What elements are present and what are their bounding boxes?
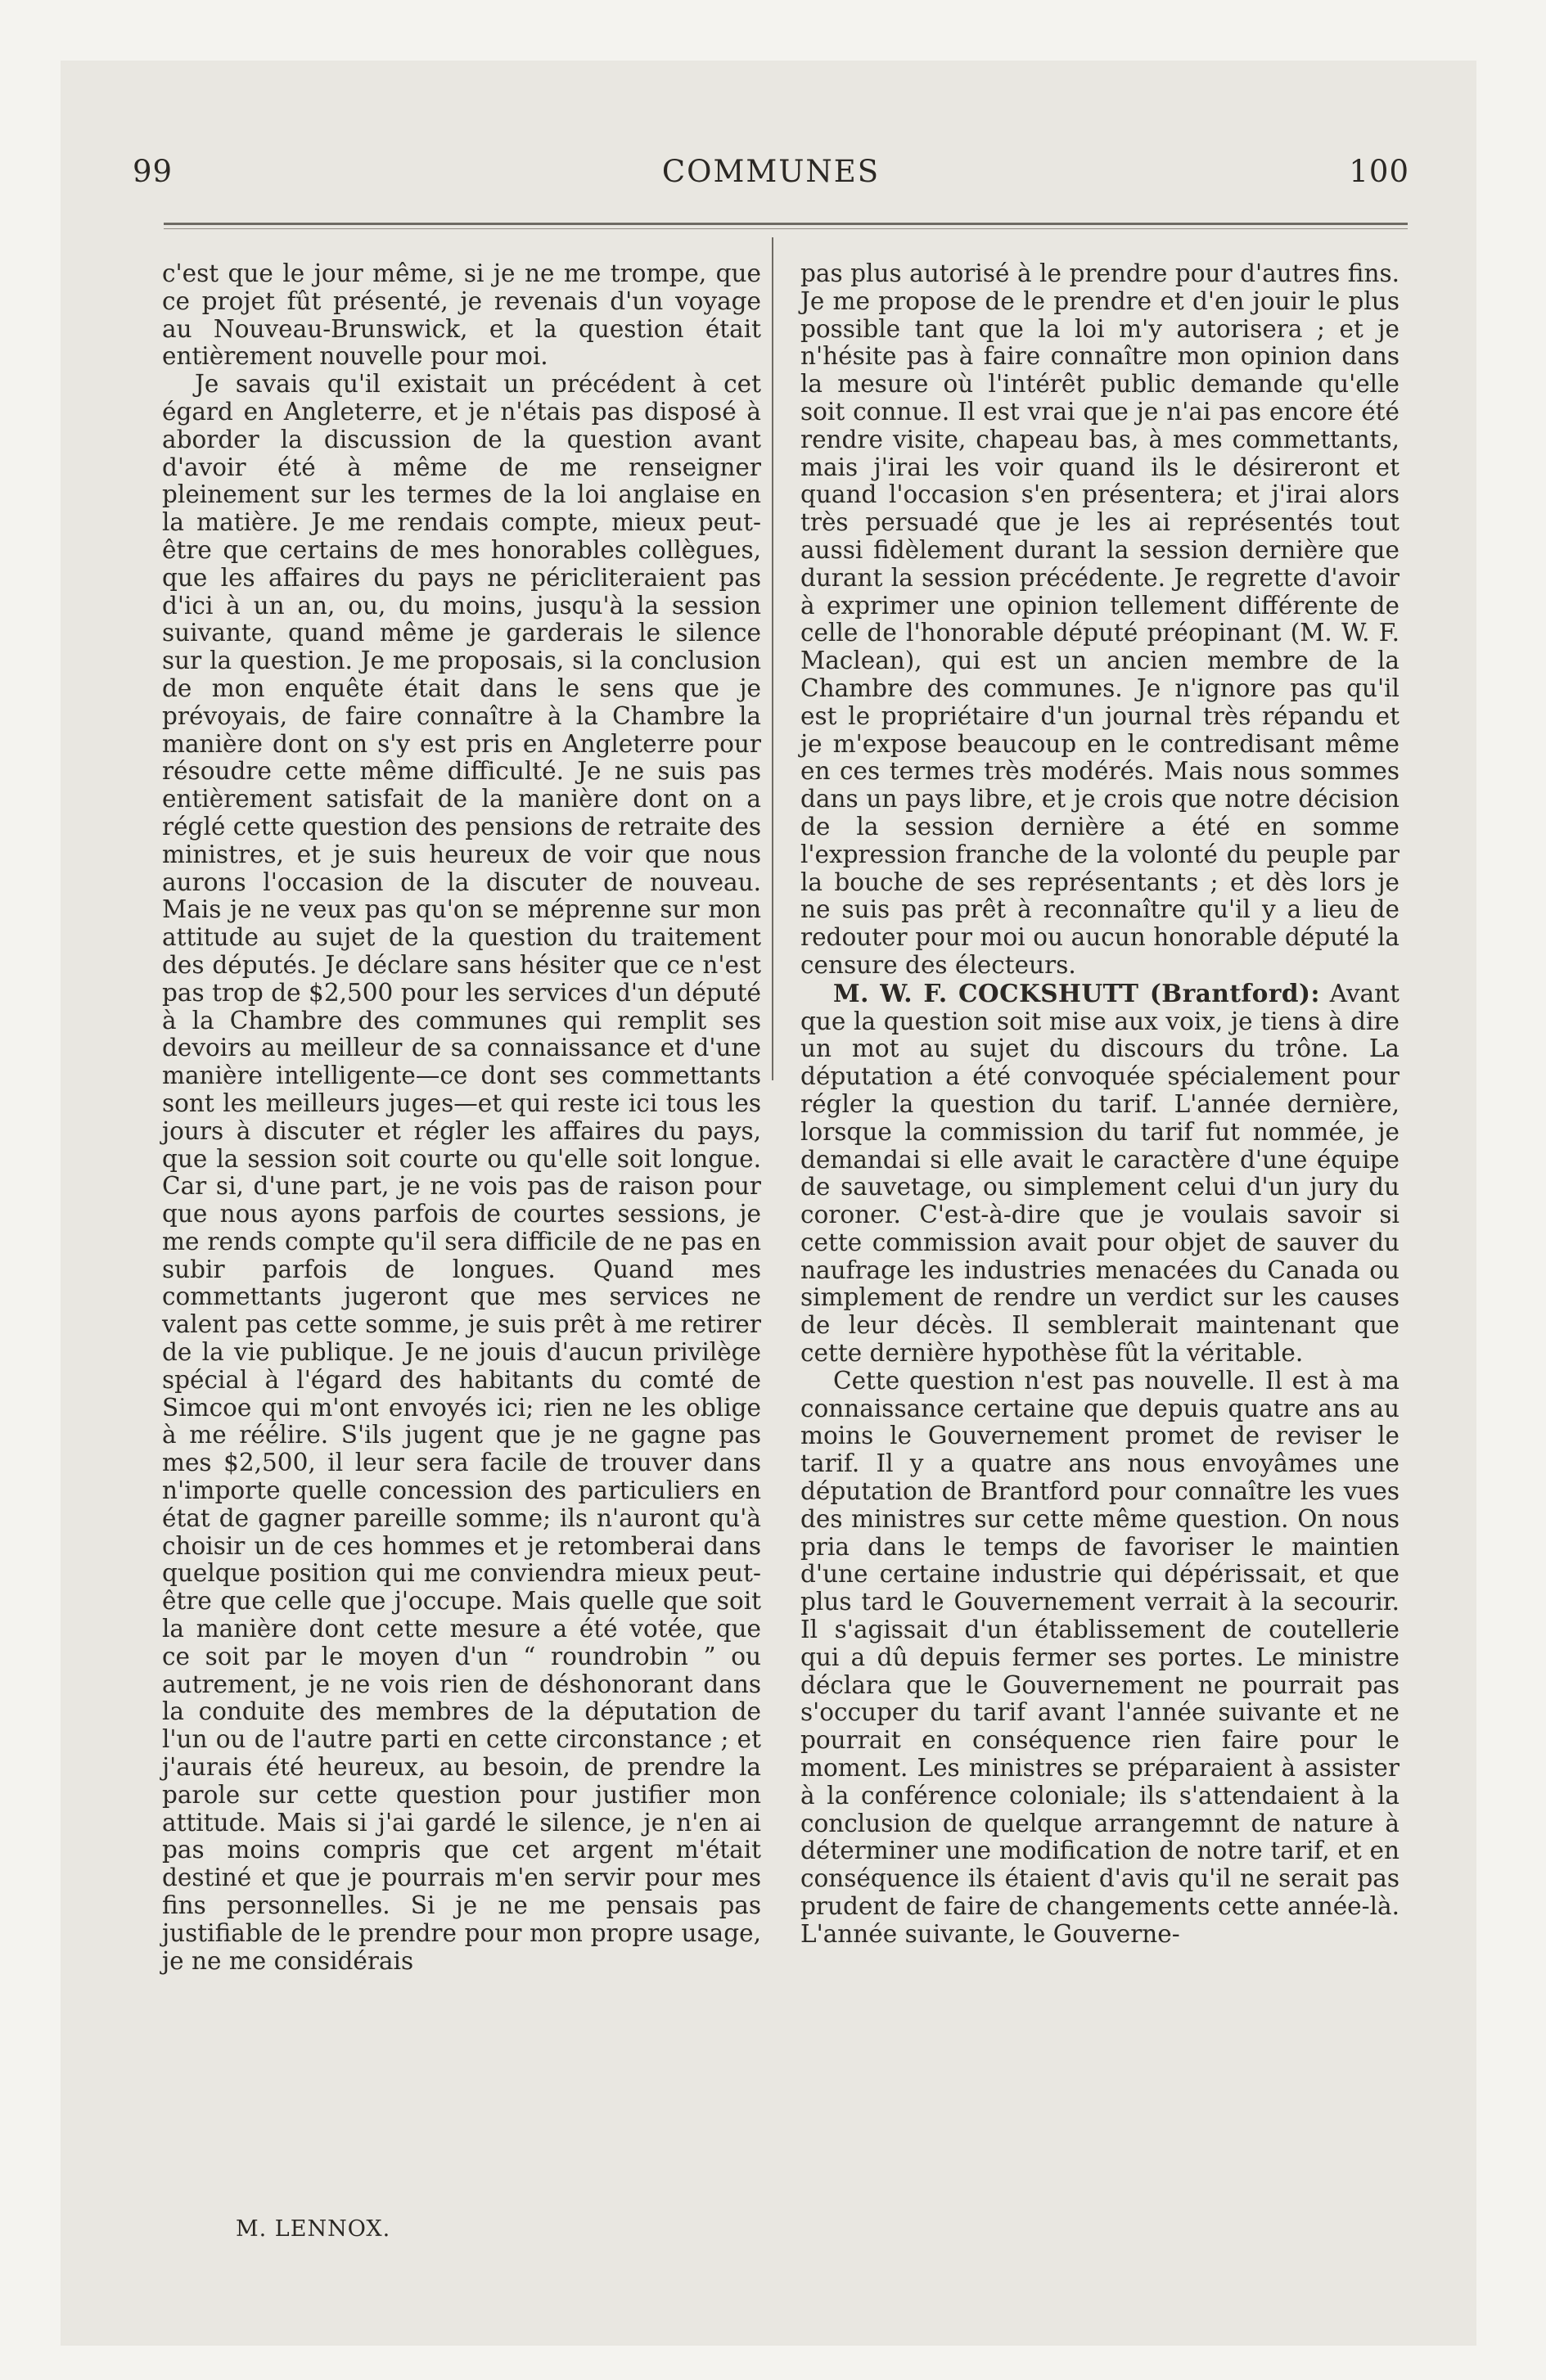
speaker-signoff: M. LENNOX.: [236, 2216, 391, 2242]
page-number-left: 99: [133, 154, 174, 189]
paragraph: c'est que le jour même, si je ne me trompe, que ce projet fût présenté, je revenais d'un voyage au Nouveau-Brunswick, et la question était entièrement nouvelle pour moi.: [162, 259, 761, 371]
speech-paragraph: [800, 980, 1400, 1368]
page-header: [133, 154, 1409, 203]
right-column: [800, 260, 1400, 1949]
page-number-right: 100: [1349, 154, 1409, 189]
column-divider: [772, 237, 773, 1080]
header-rule-thin: [164, 228, 1408, 229]
speaker-name: M. W. F. COCKSHUTT (Brantford):: [833, 978, 1320, 1007]
paragraph: Je savais qu'il existait un précédent à cet égard en Angleterre, et je n'étais pas disposé à aborder la discussion de la question avant d'avoir été à même de me renseigner pleinement sur les termes de la loi anglaise en la matière. Je me rendais compte, mieux peut-être que certains de mes honorables collègues, que les affaires du pays ne péricliteraient pas d'ici à un an, ou, du moins, jusqu'à la session suivante, quand même je garderais le silence sur la question. Je me proposais, si la conclusion de mon enquête était dans le sens que je prévoyais, de faire connaître à la Chambre la manière dont on s'y est pris en Angleterre pour résoudre cette même difficulté. Je ne suis pas entièrement satisfait de la manière dont on a réglé cette question des pensions de retraite des ministres, et je suis heureux de voir que nous aurons l'occasion de la discuter de nouveau. Mais je ne veux pas qu'on se méprenne sur mon attitude au sujet de la question du traitement des députés. Je déclare sans hésiter que ce n'est pas trop de $2,500 pour les services d'un député à la Chambre des communes qui remplit ses devoirs au meilleur de sa connaissance et d'une manière intelligente—ce dont ses commettants sont les meilleurs juges—et qui reste ici tous les jours à discuter et régler les affaires du pays, que la session soit courte ou qu'elle soit longue. Car si, d'une part, je ne vois pas de raison pour que nous ayons parfois de courtes sessions, je me rends compte qu'il sera difficile de ne pas en subir parfois de longues. Quand mes commettants jugeront que mes services ne valent pas cette somme, je suis prêt à me retirer de la vie publique. Je ne jouis d'aucun privilège spécial à l'égard des habitants du comté de Simcoe qui m'ont envoyés ici; rien ne les oblige à me réélire. S'ils jugent que je ne gagne pas mes $2,500, il leur sera facile de trouver dans n'importe quelle concession des particuliers en état de gagner pareille somme; ils n'auront qu'à choisir un de ces hommes et je retomberai dans quelque position qui me conviendra mieux peut-être que celle que j'occupe. Mais quelle que soit la manière dont cette mesure a été votée, que ce soit par le moyen d'un “ roundrobin ” ou autrement, je ne vois rien de déshonorant dans la conduite des membres de la députation de l'un ou de l'autre parti en cette circonstance ; et j'aurais été heureux, au besoin, de prendre la parole sur cette question pour justifier mon attitude. Mais si j'ai gardé le silence, je n'en ai pas moins compris que cet argent m'était destiné et que je pourrais m'en servir pour mes fins personnelles. Si je ne me pensais pas justifiable de le prendre pour mon propre usage, je ne me considérais: [162, 370, 761, 1975]
paragraph: pas plus autorisé à le prendre pour d'autres fins. Je me propose de le prendre et d'en jouir le plus possible tant que la loi m'y autorisera ; et je n'hésite pas à faire connaître mon opinion dans la mesure où l'intérêt public demande qu'elle soit connue. Il est vrai que je n'ai pas encore été rendre visite, chapeau bas, à mes commettants, mais j'irai les voir quand ils le désireront et quand l'occasion s'en présentera; et j'irai alors très persuadé que je les ai représentés tout aussi fidèlement durant la session dernière que durant la session précédente. Je regrette d'avoir à exprimer une opinion tellement différente de celle de l'honorable député préopinant (M. W. F. Maclean), qui est un ancien membre de la Chambre des communes. Je n'ignore pas qu'il est le propriétaire d'un journal très répandu et je m'expose beaucoup en le contredisant même en ces termes très modérés. Mais nous sommes dans un pays libre, et je crois que notre décision de la session dernière a été en somme l'expression franche de la volonté du peuple par la bouche de ses représentants ; et dès lors je ne suis pas prêt à reconnaître qu'il y a lieu de redouter pour moi ou aucun honorable député la censure des électeurs.: [800, 259, 1400, 979]
speech-text: Avant que la question soit mise aux voix, je tiens à dire un mot au sujet du discours du trône. La députation a été convoquée spécialement pour régler la question du tarif. L'année dernière, lorsque la commission du tarif fut nommée, je demandai si elle avait le caractère d'une équipe de sauvetage, ou simplement celui d'un jury du coroner. C'est-à-dire que je voulais savoir si cette commission avait pour objet de sauver du naufrage les industries menacées du Canada ou simplement de rendre un verdict sur les causes de leur décès. Il semblerait maintenant que cette dernière hypothèse fût la véritable.: [800, 979, 1400, 1368]
header-rule: [164, 223, 1408, 225]
running-title: COMMUNES: [661, 154, 881, 189]
paragraph: Cette question n'est pas nouvelle. Il est à ma connaissance certaine que depuis quatre ans au moins le Gouvernement promet de reviser le tarif. Il y a quatre ans nous envoyâmes une députation de Brantford pour connaître les vues des ministres sur cette même question. On nous pria dans le temps de favoriser le maintien d'une certaine industrie qui dépérissait, et que plus tard le Gouvernement verrait à la secourir. Il s'agissait d'un établissement de coutellerie qui a dû depuis fermer ses portes. Le ministre déclara que le Gouvernement ne pourrait pas s'occuper du tarif avant l'année suivante et ne pourrait en conséquence rien faire pour le moment. Les ministres se préparaient à assister à la conférence coloniale; ils s'attendaient à la conclusion de quelque arrangemnt de nature à déterminer une modification de notre tarif, et en conséquence ils étaient d'avis qu'il ne serait pas prudent de faire de changements cette année-là. L'année suivante, le Gouverne-: [800, 1366, 1400, 1948]
left-column: [162, 260, 761, 1975]
